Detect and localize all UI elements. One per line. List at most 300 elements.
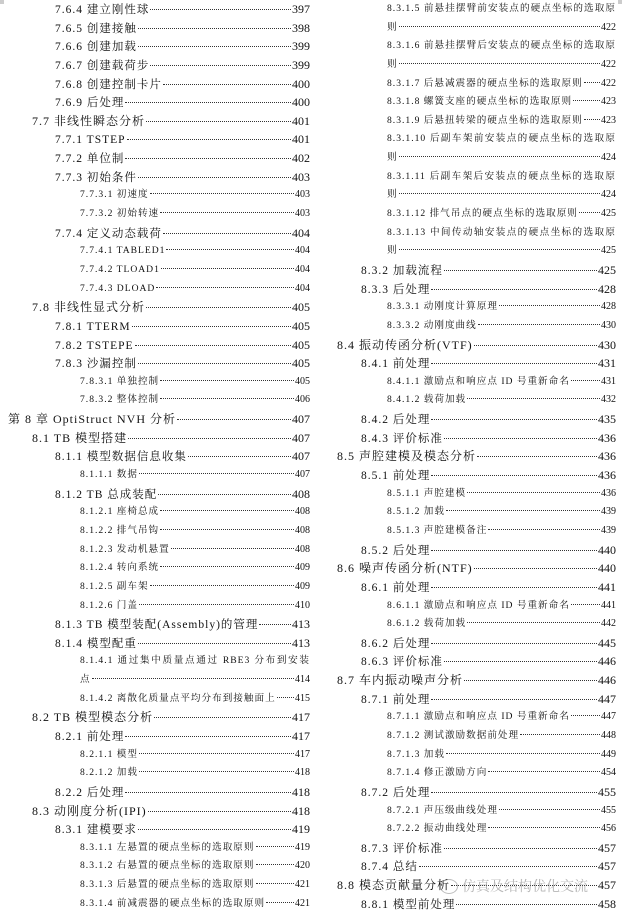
toc-page-number[interactable]: 431 [598, 356, 616, 371]
toc-entry-title[interactable]: 8.1.4.2 离散化质量点平均分布到接触面上 [80, 692, 276, 704]
toc-entry-title[interactable]: 8.1.2.4 转向系统 [80, 562, 160, 574]
toc-entry-title[interactable]: 7.7.4.1 TABLED1 [80, 245, 166, 257]
toc-page-number[interactable]: 428 [598, 281, 616, 296]
toc-entry[interactable] [0, 112, 310, 131]
toc-entry-title[interactable]: 8.7.1.1 激励点和响应点 ID 号重新命名 [387, 711, 570, 723]
toc-entry-title[interactable]: 8.1.1 模型数据信息收集 [55, 451, 187, 464]
toc-entry[interactable] [0, 75, 310, 94]
toc-entry-title[interactable]: 8.7.1.4 修正激励方向 [387, 767, 488, 779]
toc-entry[interactable] [311, 764, 616, 783]
toc-entry-title[interactable]: 8.3.1.5 前悬挂摆臂前安装点的硬点坐标的选取原 [387, 3, 616, 14]
toc-entry[interactable] [0, 168, 310, 187]
toc-entry[interactable] [311, 708, 616, 727]
toc-entry-title[interactable]: 7.8.3 沙漏控制 [55, 358, 137, 371]
toc-page-number[interactable]: 446 [598, 673, 616, 688]
toc-entry-line [0, 764, 310, 783]
toc-entry-title[interactable]: 8.1.2 TB 总成装配 [55, 488, 158, 501]
toc-page-number[interactable]: 422 [601, 21, 616, 33]
toc-entry[interactable] [311, 634, 616, 653]
toc-entry-line [311, 373, 616, 392]
toc-page-number[interactable]: 431 [601, 375, 616, 387]
toc-entry-title[interactable]: 8.7.2 后处理 [361, 786, 431, 799]
toc-entry[interactable] [311, 391, 616, 410]
toc-entry-title[interactable]: 7.7.4.3 DLOAD [80, 282, 156, 294]
toc-entry[interactable] [0, 559, 310, 578]
toc-entry-title[interactable]: 8.7.2.2 振动曲线处理 [387, 823, 488, 835]
toc-entry[interactable] [311, 690, 616, 709]
toc-entry[interactable] [0, 93, 310, 112]
toc-entry[interactable] [311, 130, 616, 167]
toc-page-number[interactable]: 441 [598, 579, 616, 594]
toc-entry-title[interactable]: 8.3.1 建模要求 [55, 824, 137, 837]
toc-entry-title[interactable]: 8.3.2 加载流程 [361, 264, 443, 277]
toc-page-number[interactable]: 448 [601, 729, 616, 741]
dot-leader [419, 866, 597, 867]
toc-entry-title[interactable]: 8.4.3 评价标准 [361, 432, 443, 445]
toc-entry[interactable] [0, 895, 310, 914]
toc-entry[interactable] [0, 578, 310, 597]
toc-entry[interactable] [0, 652, 310, 689]
toc-entry-title[interactable]: 8.3.1.12 排气吊点的硬点坐标的选取原则 [387, 208, 578, 220]
toc-page-number[interactable]: 446 [598, 654, 616, 669]
toc-entry[interactable] [0, 149, 310, 168]
toc-entry[interactable] [311, 671, 616, 690]
toc-entry[interactable] [0, 429, 310, 448]
toc-entry[interactable] [0, 410, 310, 429]
toc-entry-title-continued[interactable]: 则 [387, 21, 398, 33]
toc-entry[interactable] [0, 205, 310, 224]
toc-page-number[interactable]: 447 [598, 691, 616, 706]
toc-entry-title[interactable]: 8.4.1.2 载荷加载 [387, 394, 467, 406]
toc-entry[interactable] [0, 317, 310, 336]
toc-entry-title[interactable]: 8.8 模态贡献量分析 [337, 878, 451, 893]
toc-entry[interactable] [0, 634, 310, 653]
toc-entry[interactable] [0, 820, 310, 839]
toc-entry-title-continued[interactable]: 则 [387, 245, 398, 257]
toc-entry[interactable] [0, 746, 310, 765]
toc-page-number[interactable]: 408 [295, 506, 310, 518]
toc-page-number[interactable]: 422 [601, 77, 616, 89]
toc-page-number[interactable]: 442 [601, 618, 616, 630]
toc-entry-title[interactable]: 8.3.1.4 前减震器的硬点坐标的选取原则 [80, 897, 266, 909]
toc-page-number[interactable]: 404 [295, 282, 310, 294]
toc-page-number[interactable]: 458 [598, 896, 616, 911]
toc-entry-title[interactable]: 8.3.1.7 后悬减震器的硬点坐标的选取原则 [387, 77, 583, 89]
toc-page-number[interactable]: 436 [598, 430, 616, 445]
toc-entry-title[interactable]: 8.4.1.1 激励点和响应点 ID 号重新命名 [387, 375, 570, 387]
toc-page-number[interactable]: 401 [292, 132, 310, 147]
toc-entry[interactable] [311, 895, 616, 914]
toc-entry-title[interactable]: 8.6.1.2 载荷加载 [387, 618, 467, 630]
toc-page-number[interactable]: 455 [601, 804, 616, 816]
toc-entry-title[interactable]: 8.4 振动传函分析(VTF) [337, 337, 473, 352]
toc-page-number[interactable]: 408 [295, 543, 310, 555]
toc-page-number[interactable]: 439 [601, 506, 616, 518]
toc-entry[interactable] [311, 168, 616, 205]
toc-page-number[interactable]: 413 [292, 617, 310, 632]
toc-page-number[interactable]: 421 [295, 897, 310, 909]
toc-entry-title[interactable]: 8.3.1.2 右悬置的硬点坐标的选取原则 [80, 860, 255, 872]
toc-entry[interactable] [0, 37, 310, 56]
toc-page-number[interactable]: 430 [598, 337, 616, 352]
toc-entry[interactable] [0, 857, 310, 876]
toc-page-number[interactable]: 400 [292, 76, 310, 91]
toc-entry-title[interactable]: 8.5.1.2 加载 [387, 506, 445, 518]
toc-entry-line [311, 130, 616, 149]
toc-entry-title[interactable]: 8.3.1.8 螺簧支座的硬点坐标的选取原则 [387, 96, 573, 108]
toc-entry[interactable] [0, 0, 310, 19]
toc-entry-title-continued[interactable]: 则 [387, 152, 398, 164]
toc-entry-line [0, 690, 310, 709]
toc-entry-title[interactable]: 8.3.1.3 后悬置的硬点坐标的选取原则 [80, 879, 255, 891]
toc-page-number[interactable]: 440 [598, 561, 616, 576]
toc-page-number[interactable]: 418 [295, 767, 310, 779]
toc-entry[interactable] [0, 56, 310, 75]
toc-entry-title[interactable]: 8.1.1.1 数据 [80, 469, 138, 481]
toc-entry-title[interactable]: 8.3.1.13 中间传动轴安装点的硬点坐标的选取原 [387, 226, 616, 238]
toc-entry-title[interactable]: 8.3.3 后处理 [361, 283, 431, 296]
toc-page-number[interactable]: 447 [601, 711, 616, 723]
toc-entry-title[interactable]: 8.3.3.1 动刚度计算原理 [387, 301, 498, 313]
toc-page-number[interactable]: 457 [598, 878, 616, 893]
toc-page-number[interactable]: 436 [598, 449, 616, 464]
toc-entry-title[interactable]: 8.3.1.6 前悬挂摆臂后安装点的硬点坐标的选取原 [387, 40, 616, 52]
toc-entry[interactable] [311, 112, 616, 131]
toc-entry[interactable] [0, 522, 310, 541]
toc-entry[interactable] [311, 485, 616, 504]
toc-page-number[interactable]: 417 [292, 728, 310, 743]
toc-entry[interactable] [0, 597, 310, 616]
dot-leader [139, 473, 294, 474]
dot-leader [277, 697, 294, 698]
toc-entry-title[interactable]: 8.3.1.1 左悬置的硬点坐标的选取原则 [80, 841, 255, 853]
toc-page-number[interactable]: 407 [292, 412, 310, 427]
toc-page-number[interactable]: 445 [598, 635, 616, 650]
toc-entry[interactable] [311, 820, 616, 839]
toc-entry-title[interactable]: 7.7.2 单位制 [55, 153, 125, 166]
toc-entry[interactable] [0, 336, 310, 355]
toc-entry[interactable] [311, 541, 616, 560]
toc-page-number[interactable]: 402 [292, 151, 310, 166]
toc-entry[interactable] [0, 261, 310, 280]
toc-entry-title[interactable]: 7.8.3.2 整体控制 [80, 394, 160, 406]
toc-entry-title[interactable]: 7.7.1 TSTEP [55, 134, 126, 147]
toc-entry[interactable] [311, 727, 616, 746]
toc-entry[interactable] [0, 485, 310, 504]
toc-page-number[interactable]: 403 [292, 169, 310, 184]
toc-entry-title[interactable]: 8.7.1.3 加载 [387, 748, 445, 760]
toc-entry[interactable] [311, 373, 616, 392]
toc-entry-title[interactable]: 8.8.1 模型前处理 [361, 898, 456, 911]
toc-entry[interactable] [311, 466, 616, 485]
toc-entry-title-continued[interactable]: 点 [80, 674, 91, 686]
toc-entry[interactable] [311, 75, 616, 94]
toc-entry[interactable] [311, 280, 616, 299]
toc-entry[interactable] [311, 298, 616, 317]
toc-entry[interactable] [311, 261, 616, 280]
toc-entry-title[interactable]: 8.7.1 前处理 [361, 693, 431, 706]
toc-entry-title[interactable]: 8.6.1 前处理 [361, 581, 431, 594]
toc-entry[interactable] [311, 802, 616, 821]
toc-page-number[interactable]: 424 [601, 152, 616, 164]
toc-entry[interactable] [0, 503, 310, 522]
toc-entry-title[interactable]: 8.1.2.5 副车架 [80, 580, 149, 592]
toc-entry-title[interactable]: 8.5.2 后处理 [361, 544, 431, 557]
toc-entry[interactable] [0, 783, 310, 802]
toc-entry-title-continued[interactable]: 则 [387, 189, 398, 201]
toc-page-number[interactable]: 435 [598, 412, 616, 427]
toc-page-number[interactable]: 417 [295, 748, 310, 760]
toc-entry-title[interactable]: 7.8.1 TTERM [55, 320, 131, 333]
toc-entry[interactable] [0, 541, 310, 560]
toc-entry[interactable] [311, 857, 616, 876]
toc-entry[interactable] [0, 242, 310, 261]
toc-entry-title[interactable]: 8.5 声腔建模及模态分析 [337, 449, 477, 464]
toc-page-number[interactable]: 414 [295, 674, 310, 686]
toc-entry-title[interactable]: 8.5.1 前处理 [361, 470, 431, 483]
toc-entry[interactable] [311, 578, 616, 597]
dot-leader [160, 510, 294, 511]
toc-entry-title[interactable]: 8.6 噪声传函分析(NTF) [337, 561, 473, 576]
toc-page-number[interactable]: 405 [292, 318, 310, 333]
toc-entry-title[interactable]: 第 8 章 OptiStruct NVH 分析 [8, 412, 176, 427]
toc-entry-title[interactable]: 7.6.4 建立刚性球 [55, 4, 150, 16]
toc-entry-title[interactable]: 8.7.4 总结 [361, 861, 418, 874]
toc-entry[interactable] [311, 447, 616, 466]
toc-entry-title[interactable]: 8.7.2.1 声压级曲线处理 [387, 804, 498, 816]
toc-page-number[interactable]: 436 [598, 468, 616, 483]
toc-entry[interactable] [0, 373, 310, 392]
toc-entry-title[interactable]: 7.6.5 创建接触 [55, 22, 137, 35]
toc-entry-title-continued[interactable]: 则 [387, 58, 398, 70]
toc-entry-title[interactable]: 8.2.1.2 加载 [80, 767, 138, 779]
toc-page-number[interactable]: 424 [601, 189, 616, 201]
toc-entry[interactable] [0, 727, 310, 746]
toc-entry-title[interactable]: 8.1.4.1 通过集中质量点通过 RBE3 分布到安装 [80, 655, 310, 667]
toc-page-number[interactable]: 404 [295, 245, 310, 257]
toc-entry-line [0, 186, 310, 205]
toc-page-number[interactable]: 420 [295, 860, 310, 872]
toc-entry-title[interactable]: 8.2.1.1 模型 [80, 748, 138, 760]
toc-entry-line [0, 224, 310, 243]
toc-entry[interactable] [311, 652, 616, 671]
toc-page-number[interactable]: 425 [601, 245, 616, 257]
toc-entry[interactable] [311, 746, 616, 765]
toc-page-number[interactable]: 428 [601, 301, 616, 313]
toc-entry-title[interactable]: 8.3.1.10 后副车架前安装点的硬点坐标的选取原 [387, 133, 616, 145]
toc-entry-title[interactable]: 8.1.2.1 座椅总成 [80, 506, 160, 518]
toc-entry-line [311, 447, 616, 466]
toc-page-number[interactable]: 405 [292, 300, 310, 315]
toc-entry[interactable] [311, 559, 616, 578]
toc-entry-title[interactable]: 8.6.2 后处理 [361, 637, 431, 650]
toc-page-number[interactable]: 425 [598, 262, 616, 277]
toc-page-number[interactable]: 421 [295, 879, 310, 891]
toc-entry[interactable] [311, 597, 616, 616]
toc-entry-title[interactable]: 8.2.2 后处理 [55, 786, 125, 799]
toc-entry-title[interactable]: 8.6.1.1 激励点和响应点 ID 号重新命名 [387, 599, 570, 611]
toc-page-number[interactable]: 418 [292, 784, 310, 799]
toc-entry[interactable] [0, 19, 310, 38]
toc-page-number[interactable]: 417 [292, 710, 310, 725]
toc-entry[interactable] [311, 37, 616, 74]
toc-page-number[interactable]: 405 [292, 337, 310, 352]
toc-entry[interactable] [0, 298, 310, 317]
toc-page-number[interactable]: 407 [292, 449, 310, 464]
toc-entry[interactable] [0, 802, 310, 821]
toc-entry-title[interactable]: 7.6.8 创建控制卡片 [55, 78, 162, 91]
toc-entry[interactable] [0, 764, 310, 783]
toc-entry[interactable] [311, 205, 616, 224]
toc-page-number[interactable]: 399 [292, 39, 310, 54]
toc-entry-title[interactable]: 7.6.9 后处理 [55, 97, 125, 110]
toc-entry-title[interactable]: 8.7.1.2 测试激励数据前处理 [387, 729, 520, 741]
toc-page-number[interactable]: 403 [295, 208, 310, 220]
toc-entry[interactable] [0, 615, 310, 634]
toc-entry[interactable] [0, 354, 310, 373]
toc-entry[interactable] [311, 317, 616, 336]
toc-entry-title[interactable]: 8.1.2.2 排气吊钩 [80, 524, 160, 536]
toc-page-number[interactable]: 407 [292, 430, 310, 445]
toc-entry-title[interactable]: 8.1.2.6 门盖 [80, 599, 138, 611]
toc-entry[interactable] [0, 186, 310, 205]
toc-page-number[interactable]: 408 [295, 524, 310, 536]
toc-page-number[interactable]: 440 [598, 542, 616, 557]
toc-entry[interactable] [0, 690, 310, 709]
toc-page-number[interactable]: 449 [601, 748, 616, 760]
toc-entry[interactable] [311, 522, 616, 541]
toc-entry-title[interactable]: 7.8.3.1 单独控制 [80, 375, 160, 387]
toc-entry-title[interactable]: 8.5.1.3 声腔建模备注 [387, 524, 488, 536]
toc-entry[interactable] [311, 839, 616, 858]
toc-entry[interactable] [311, 783, 616, 802]
toc-entry-title[interactable]: 7.7.4.2 TLOAD1 [80, 263, 160, 275]
toc-entry-title[interactable]: 8.3.1.9 后悬扭转梁的硬点坐标的选取原则 [387, 114, 583, 126]
toc-page-number[interactable]: 404 [292, 225, 310, 240]
toc-entry-title[interactable]: 8.3 动刚度分析(IPI) [32, 803, 147, 818]
toc-entry-title[interactable]: 8.1.4 模型配重 [55, 637, 137, 650]
toc-entry-title[interactable]: 8.4.1 前处理 [361, 358, 431, 371]
toc-entry-title[interactable]: 7.8.2 TSTEPE [55, 339, 134, 352]
dot-leader [478, 324, 600, 325]
toc-page-number[interactable]: 400 [292, 95, 310, 110]
toc-entry-title[interactable]: 8.1 TB 模型搭建 [32, 430, 128, 445]
toc-page-number[interactable]: 419 [295, 841, 310, 853]
toc-entry[interactable] [0, 280, 310, 299]
toc-page-number[interactable]: 430 [601, 319, 616, 331]
toc-entry-line [311, 75, 616, 94]
toc-entry-title[interactable]: 7.7.3.1 初速度 [80, 189, 149, 201]
toc-entry-title[interactable]: 7.7.3 初始条件 [55, 171, 137, 184]
toc-entry[interactable] [311, 354, 616, 373]
toc-page-number[interactable]: 405 [295, 375, 310, 387]
toc-page-number[interactable]: 423 [601, 114, 616, 126]
toc-page-number[interactable]: 405 [292, 356, 310, 371]
toc-entry-title[interactable]: 8.3.1.11 后副车架后安装点的硬点坐标的选取原 [387, 170, 616, 182]
toc-entry-title[interactable]: 8.1.3 TB 模型装配(Assembly)的管理 [55, 619, 259, 632]
toc-entry-title[interactable]: 8.2 TB 模型模态分析 [32, 710, 154, 725]
toc-page-number[interactable]: 457 [598, 859, 616, 874]
toc-page-number[interactable]: 407 [295, 469, 310, 481]
toc-entry-title[interactable]: 8.3.3.2 动刚度曲线 [387, 319, 477, 331]
toc-entry[interactable] [0, 708, 310, 727]
toc-entry-title[interactable]: 8.4.2 后处理 [361, 414, 431, 427]
toc-page-number[interactable]: 398 [292, 20, 310, 35]
toc-entry-title[interactable]: 8.7.3 评价标准 [361, 842, 443, 855]
toc-entry[interactable] [0, 391, 310, 410]
toc-entry[interactable] [0, 224, 310, 243]
toc-entry-title[interactable]: 7.6.6 创建加载 [55, 41, 137, 54]
toc-page-number[interactable]: 457 [598, 840, 616, 855]
toc-entry-title[interactable]: 7.6.7 创建载荷步 [55, 59, 150, 72]
toc-page-number[interactable]: 408 [292, 486, 310, 501]
toc-page-number[interactable]: 439 [601, 524, 616, 536]
toc-page-number[interactable]: 404 [295, 263, 310, 275]
toc-entry-title[interactable]: 7.7 非线性瞬态分析 [32, 113, 146, 128]
toc-entry-title[interactable]: 7.8 非线性显式分析 [32, 300, 146, 315]
toc-entry[interactable] [0, 130, 310, 149]
toc-entry[interactable] [0, 447, 310, 466]
toc-entry[interactable] [0, 876, 310, 895]
toc-page-number[interactable]: 409 [295, 580, 310, 592]
toc-entry[interactable] [311, 224, 616, 261]
toc-entry[interactable] [311, 429, 616, 448]
toc-entry-title[interactable]: 8.2.1 前处理 [55, 730, 125, 743]
toc-entry-line [311, 764, 616, 783]
toc-page-number[interactable]: 436 [601, 487, 616, 499]
toc-entry[interactable] [311, 0, 616, 37]
toc-page-number[interactable]: 422 [601, 58, 616, 70]
toc-page-number[interactable]: 454 [601, 767, 616, 779]
toc-entry[interactable] [311, 336, 616, 355]
toc-page-number[interactable]: 456 [601, 823, 616, 835]
toc-entry-title[interactable]: 8.5.1.1 声腔建模 [387, 487, 467, 499]
toc-entry-line [0, 242, 310, 261]
toc-page-number[interactable]: 418 [292, 803, 310, 818]
dot-leader [571, 604, 600, 605]
toc-page-number[interactable]: 403 [295, 189, 310, 201]
toc-page-number[interactable]: 423 [601, 96, 616, 108]
toc-page-number[interactable]: 399 [292, 57, 310, 72]
toc-page-number[interactable]: 409 [295, 562, 310, 574]
toc-page-number[interactable]: 425 [601, 208, 616, 220]
page-corner-marker [618, 0, 622, 4]
toc-page-number[interactable]: 406 [295, 394, 310, 406]
toc-page-number[interactable]: 410 [295, 599, 310, 611]
toc-entry[interactable] [311, 503, 616, 522]
toc-entry-title[interactable]: 8.7 车内振动噪声分析 [337, 673, 464, 688]
toc-entry-title[interactable]: 7.7.4 定义动态载荷 [55, 227, 162, 240]
toc-entry[interactable] [311, 410, 616, 429]
toc-page-number[interactable]: 415 [295, 692, 310, 704]
dot-leader [431, 475, 597, 476]
toc-page-number[interactable]: 413 [292, 635, 310, 650]
dot-leader [399, 63, 600, 64]
toc-page-number[interactable]: 432 [601, 394, 616, 406]
toc-entry-title[interactable]: 8.1.2.3 发动机悬置 [80, 543, 170, 555]
toc-entry-title[interactable]: 7.7.3.2 初始转速 [80, 208, 160, 220]
toc-page-number[interactable]: 441 [601, 599, 616, 611]
toc-entry-title[interactable]: 8.6.3 评价标准 [361, 656, 443, 669]
toc-entry[interactable] [311, 615, 616, 634]
toc-page-number[interactable]: 455 [598, 784, 616, 799]
toc-page-number[interactable]: 419 [292, 822, 310, 837]
toc-entry[interactable] [0, 466, 310, 485]
toc-entry[interactable] [0, 839, 310, 858]
toc-page-number[interactable]: 397 [292, 2, 310, 16]
toc-entry[interactable] [311, 93, 616, 112]
toc-page-number[interactable]: 401 [292, 113, 310, 128]
